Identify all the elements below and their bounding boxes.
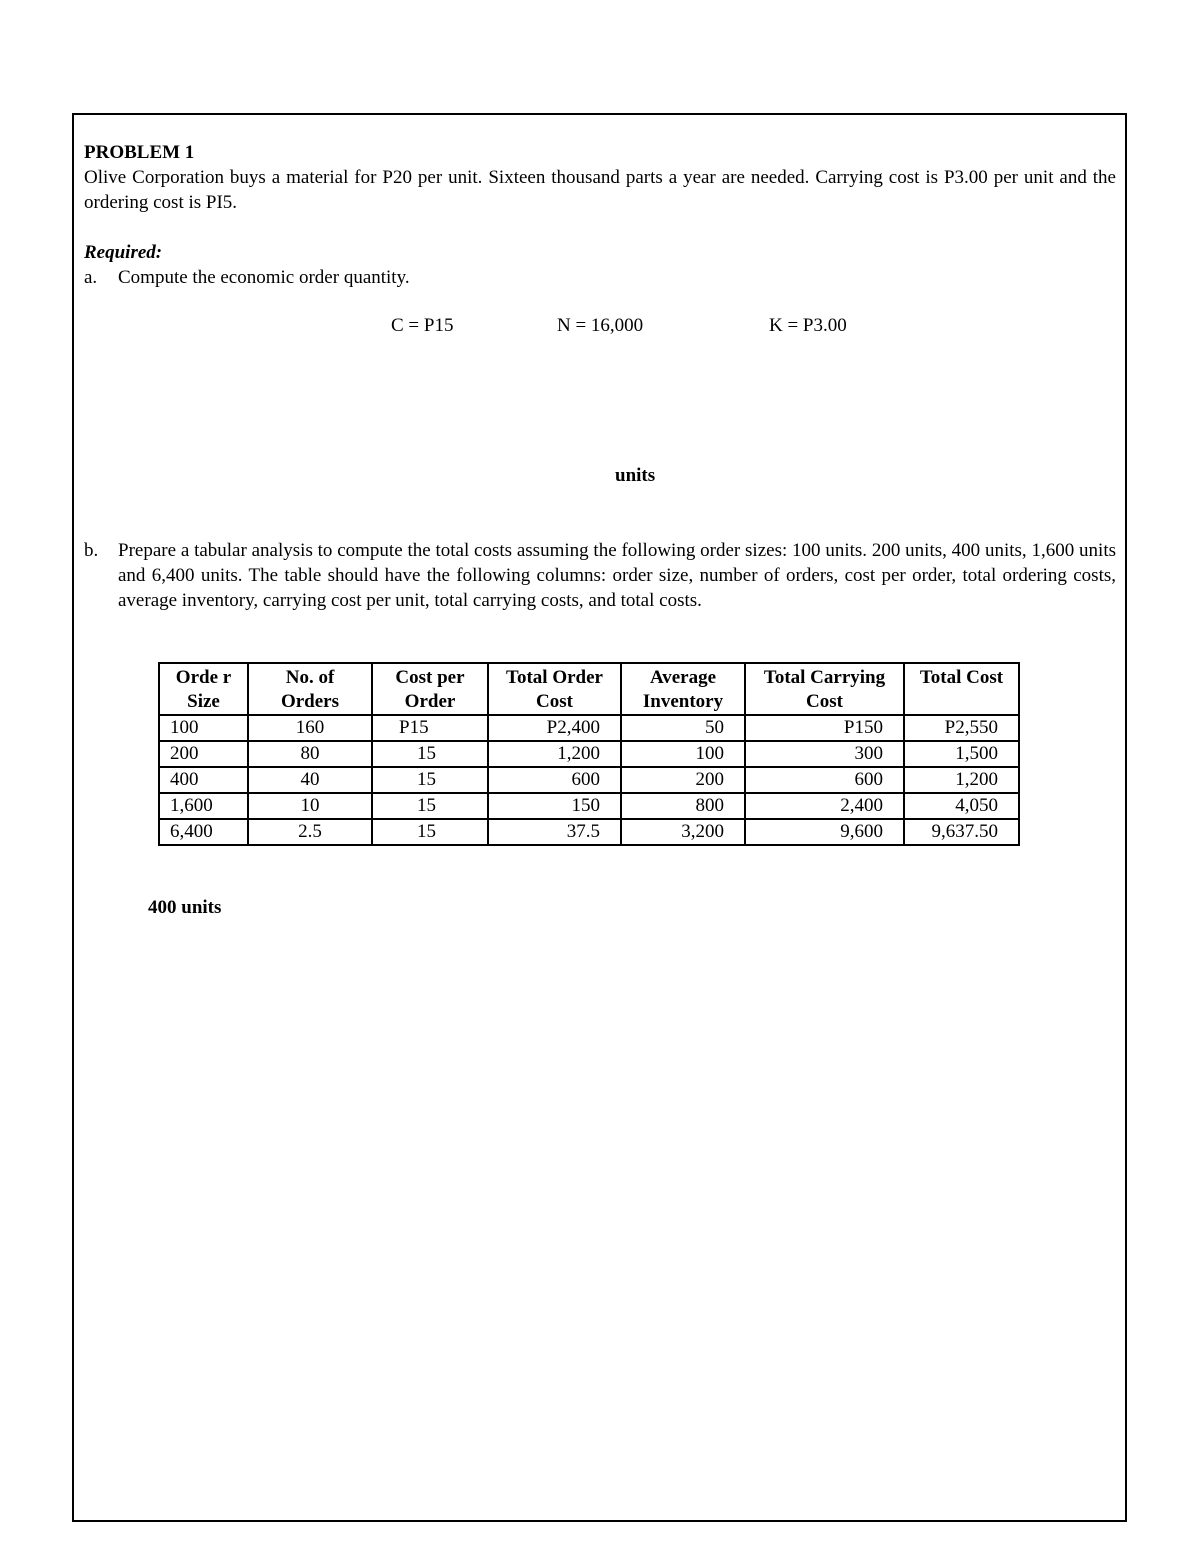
cell-total-cost: P2,550 [904, 715, 1019, 741]
table-row [159, 741, 1019, 767]
cell-total-order-cost: P2,400 [488, 715, 621, 741]
required-label: Required: [84, 242, 163, 263]
header-total-cost: Total Cost [904, 663, 1019, 715]
cell-total-order-cost: 37.5 [488, 819, 621, 845]
eoq-formula-values [84, 313, 1116, 338]
cell-order-size: 1,600 [159, 793, 248, 819]
part-a-marker: a. [84, 267, 98, 288]
header-average-inventory: Average Inventory [621, 663, 745, 715]
cell-total-cost: 1,200 [904, 767, 1019, 793]
header-no-of-orders: No. of Orders [248, 663, 372, 715]
cell-total-carrying-cost: 2,400 [745, 793, 904, 819]
cell-total-carrying-cost: 9,600 [745, 819, 904, 845]
cell-total-order-cost: 600 [488, 767, 621, 793]
table-row [159, 715, 1019, 741]
annual-demand-value: N = 16,000 [557, 315, 644, 336]
cell-total-cost: 9,637.50 [904, 819, 1019, 845]
header-cost-per-order: Cost per Order [372, 663, 488, 715]
cell-cost-per-order: 15 [372, 767, 488, 793]
problem-title: PROBLEM 1 [84, 142, 195, 163]
document-content [84, 140, 1116, 338]
cell-total-order-cost: 150 [488, 793, 621, 819]
problem-statement: Olive Corporation buys a material for P20 per unit. Sixteen thousand parts a year are needed. Carrying cost is P3.00 per unit and the ordering cost is PI5. [84, 167, 1116, 213]
cell-cost-per-order: 15 [372, 741, 488, 767]
cell-average-inventory: 50 [621, 715, 745, 741]
header-order-size: Orde r Size [159, 663, 248, 715]
cell-no-of-orders: 80 [248, 741, 372, 767]
part-a-text: Compute the economic order quantity. [118, 267, 410, 288]
cell-total-carrying-cost: 600 [745, 767, 904, 793]
cell-total-carrying-cost: P150 [745, 715, 904, 741]
cell-average-inventory: 100 [621, 741, 745, 767]
part-b [84, 538, 1116, 613]
cell-order-size: 100 [159, 715, 248, 741]
table-row [159, 767, 1019, 793]
header-total-order-cost: Total Order Cost [488, 663, 621, 715]
cell-total-carrying-cost: 300 [745, 741, 904, 767]
part-b-block [84, 538, 1116, 613]
cell-average-inventory: 200 [621, 767, 745, 793]
tabular-analysis-table [158, 662, 1020, 846]
table-row [159, 793, 1019, 819]
cell-no-of-orders: 40 [248, 767, 372, 793]
cell-average-inventory: 800 [621, 793, 745, 819]
cell-no-of-orders: 2.5 [248, 819, 372, 845]
cell-no-of-orders: 160 [248, 715, 372, 741]
header-total-carrying-cost: Total Carrying Cost [745, 663, 904, 715]
eoq-answer-units: units [615, 465, 656, 486]
part-b-text: Prepare a tabular analysis to compute the total costs assuming the following order sizes: 100 units. 200 units, 400 units, 1,600 units and 6,400 units. The table should have the following columns: order size, number of orders, cost per order, total ordering costs, average inventory, carrying cost per unit, total carrying costs, and total costs. [118, 540, 1116, 611]
carrying-cost-value: K = P3.00 [769, 315, 847, 336]
cell-average-inventory: 3,200 [621, 819, 745, 845]
part-a [84, 265, 1116, 290]
cell-total-cost: 4,050 [904, 793, 1019, 819]
cell-order-size: 6,400 [159, 819, 248, 845]
cell-cost-per-order: 15 [372, 819, 488, 845]
cell-total-order-cost: 1,200 [488, 741, 621, 767]
optimal-order-answer: 400 units [148, 897, 222, 918]
table-header-row [159, 663, 1019, 715]
ordering-cost-value: C = P15 [391, 315, 454, 336]
cell-order-size: 200 [159, 741, 248, 767]
table-row [159, 819, 1019, 845]
cell-no-of-orders: 10 [248, 793, 372, 819]
cell-total-cost: 1,500 [904, 741, 1019, 767]
cell-cost-per-order: 15 [372, 793, 488, 819]
part-b-marker: b. [84, 540, 99, 561]
cell-order-size: 400 [159, 767, 248, 793]
cell-cost-per-order: P15 [372, 715, 488, 741]
